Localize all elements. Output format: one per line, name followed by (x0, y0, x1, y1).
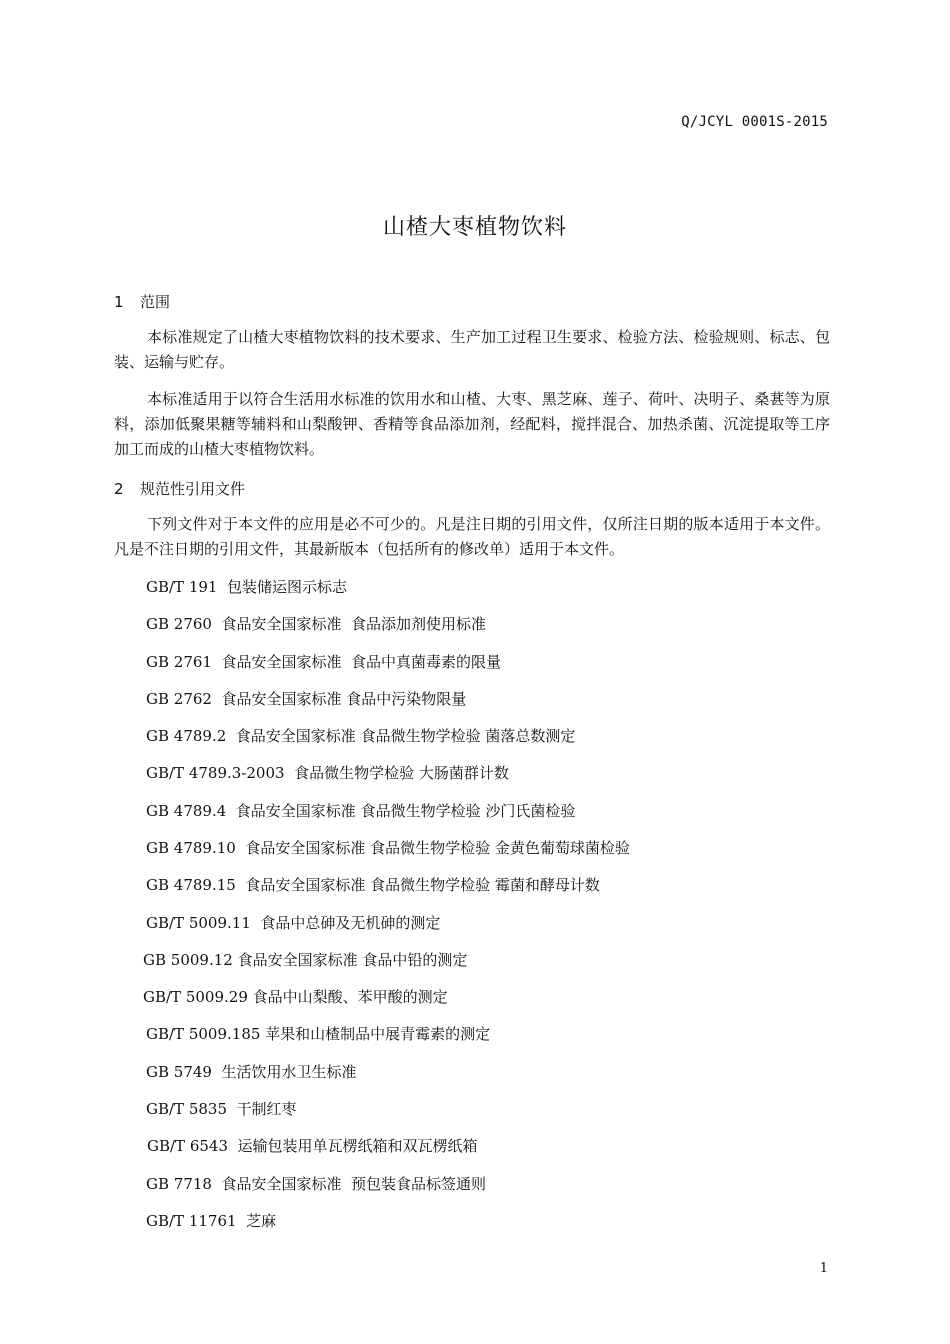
standard-code: Q/JCYL 0001S-2015 (681, 114, 828, 130)
reference-item: GB/T 11761 芝麻 (146, 1212, 277, 1230)
section-2-title: 规范性引用文件 (140, 480, 246, 498)
page-number: 1 (819, 1261, 828, 1276)
section-1-heading (114, 291, 170, 312)
section-2-heading (114, 478, 245, 499)
section-1-title: 范围 (140, 293, 171, 311)
reference-item: GB/T 5009.29 食品中山梨酸、苯甲酸的测定 (143, 988, 448, 1006)
reference-item: GB/T 191 包装储运图示标志 (146, 578, 347, 596)
section-1-paragraph-1: 本标准规定了山楂大枣植物饮料的技术要求、生产加工过程卫生要求、检验方法、检验规则、标志、包装、运输与贮存。 (114, 328, 830, 371)
section-2-intro: 下列文件对于本文件的应用是必不可少的。凡是注日期的引用文件，仅所注日期的版本适用于本文件。凡是不注日期的引用文件，其最新版本（包括所有的修改单）适用于本文件。 (114, 515, 830, 558)
reference-item: GB 4789.2 食品安全国家标准 食品微生物学检验 菌落总数测定 (146, 727, 576, 745)
reference-item: GB/T 5009.11 食品中总砷及无机砷的测定 (146, 914, 441, 932)
reference-item: GB 7718 食品安全国家标准 预包装食品标签通则 (146, 1175, 487, 1193)
section-1-paragraph-2: 本标准适用于以符合生活用水标准的饮用水和山楂、大枣、黑芝麻、莲子、荷叶、决明子、桑葚等为原料，添加低聚果糖等辅料和山梨酸钾、香精等食品添加剂，经配料，搅拌混合、加热杀菌、沉淀提取等工序加工而成的山楂大枣植物饮料。 (114, 390, 830, 458)
reference-item: GB 2760 食品安全国家标准 食品添加剂使用标准 (146, 615, 487, 633)
section-2-number: 2 (114, 480, 124, 498)
reference-item: GB 4789.4 食品安全国家标准 食品微生物学检验 沙门氏菌检验 (146, 802, 576, 820)
reference-item: GB 2762 食品安全国家标准 食品中污染物限量 (146, 690, 467, 708)
reference-item: GB/T 4789.3-2003 食品微生物学检验 大肠菌群计数 (146, 764, 509, 782)
section-1-number: 1 (114, 293, 124, 311)
document-title: 山楂大枣植物饮料 (382, 215, 567, 240)
reference-item: GB 4789.10 食品安全国家标准 食品微生物学检验 金黄色葡萄球菌检验 (146, 839, 630, 857)
reference-item: GB/T 5009.185 苹果和山楂制品中展青霉素的测定 (146, 1025, 491, 1043)
reference-item: GB 5749 生活饮用水卫生标准 (146, 1063, 357, 1081)
reference-item: GB 2761 食品安全国家标准 食品中真菌毒素的限量 (146, 653, 502, 671)
reference-item: GB 5009.12 食品安全国家标准 食品中铅的测定 (143, 951, 468, 969)
reference-item: GB/T 5835 干制红枣 (146, 1100, 297, 1118)
reference-item: GB 4789.15 食品安全国家标准 食品微生物学检验 霉菌和酵母计数 (146, 876, 600, 894)
reference-item: GB/T 6543 运输包装用单瓦楞纸箱和双瓦楞纸箱 (147, 1137, 478, 1155)
